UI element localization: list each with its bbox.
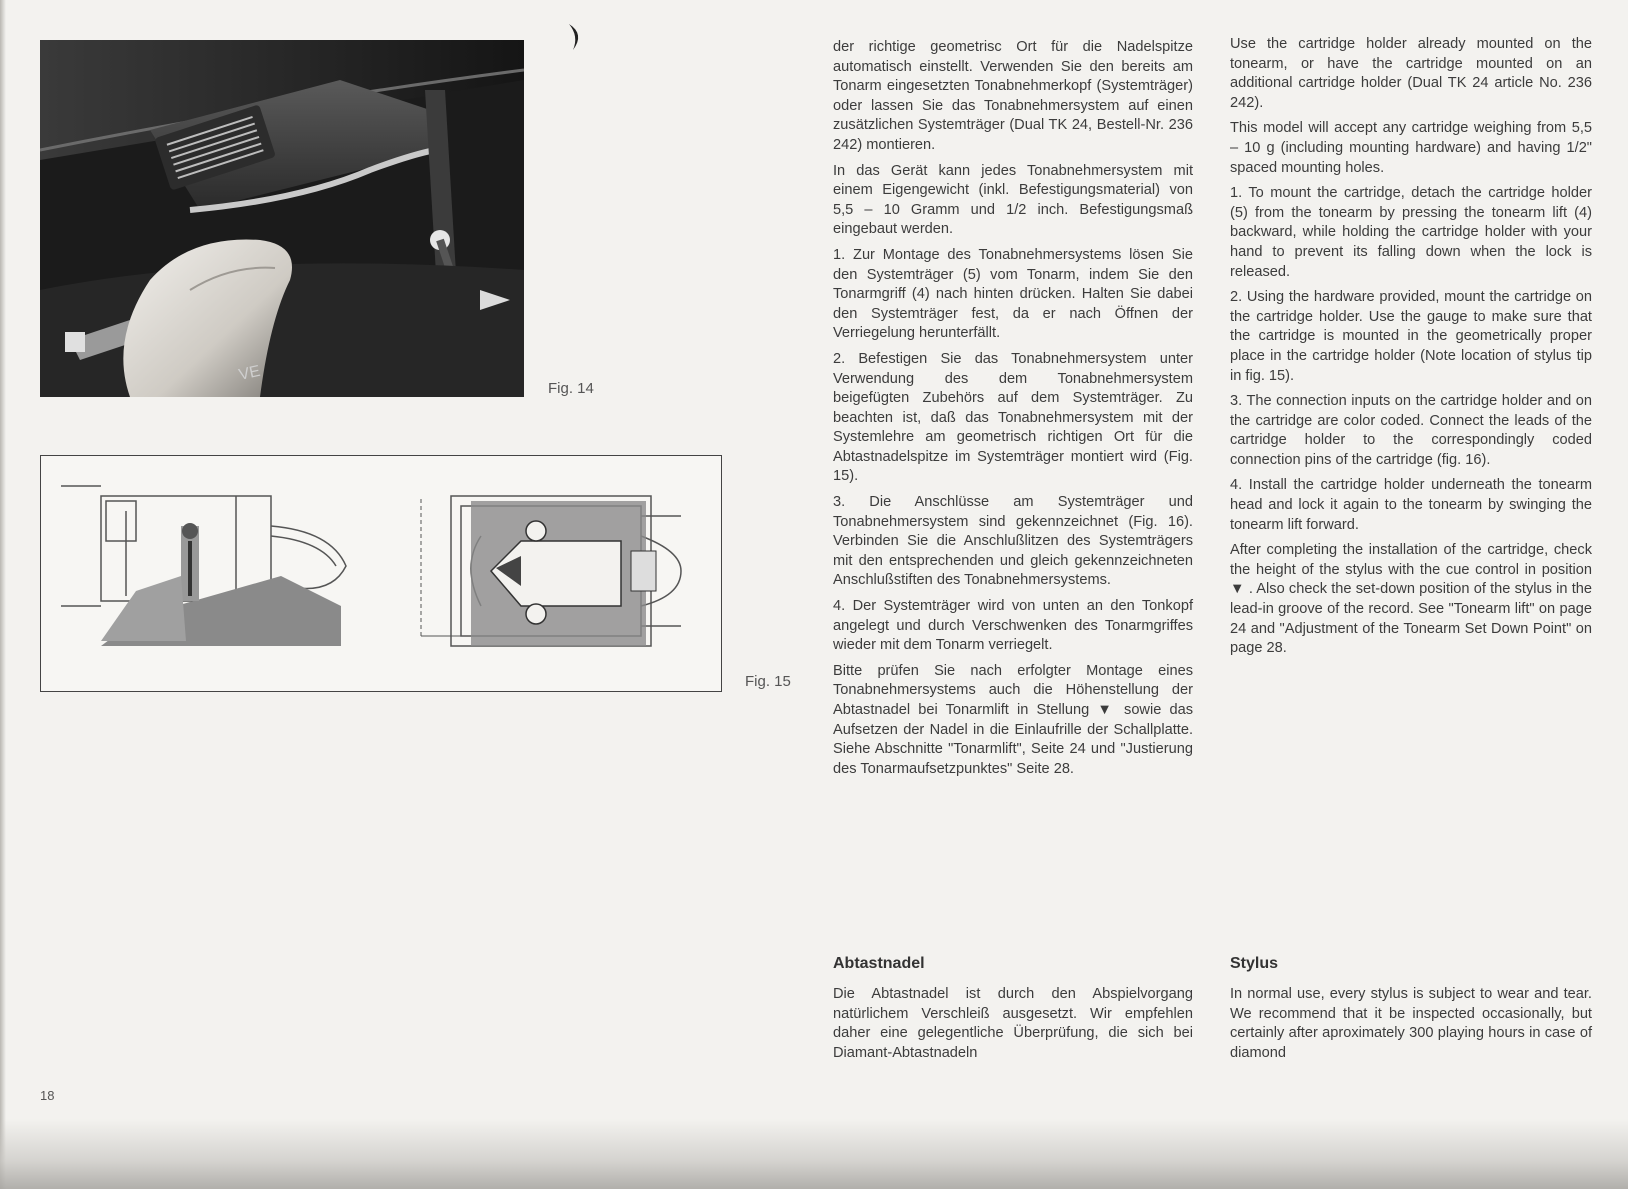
crescent-mark	[565, 22, 585, 52]
english-paragraph: This model will accept any cartridge weighing from 5,5 – 10 g (including mounting hardware) and having 1/2" spaced mounting holes.	[1230, 120, 1592, 176]
page-binding-edge	[0, 0, 6, 1189]
fig14-label: Fig. 14	[548, 380, 594, 397]
english-section-text: In normal use, every stylus is subject to wear and tear. We recommend that it be inspected occasionally, but certainly after aproximately 300 playing hours in case of diamond	[1230, 986, 1592, 1061]
english-paragraph: 1. To mount the cartridge, detach the cartridge holder (5) from the tonearm by pressing the tonearm lift (4) backward, while holding the cartridge holder with your hand to prevent its falling down when the lock is released.	[1230, 185, 1592, 280]
photo-panel-text: VE	[237, 362, 262, 384]
fig15-label: Fig. 15	[745, 673, 791, 690]
english-column	[1230, 35, 1592, 665]
german-paragraph: 4. Der Systemträger wird von unten an den Tonkopf angelegt und durch Verschwenken des Tonarmgriffes wieder mit dem Tonarm verriegelt.	[833, 598, 1193, 654]
english-paragraph: After completing the installation of the cartridge, check the height of the stylus with the cue control in position ▼ . Also check the set-down position of the stylus in the lead-in groove of the record. See "Tonearm lift" on page 24 and "Adjustment of the Tonearm Set Down Point" on page 28.	[1230, 542, 1592, 657]
page-bottom-shadow	[0, 1119, 1628, 1189]
german-paragraph: der richtige geometrisc Ort für die Nadelspitze automatisch einstellt. Verwenden Sie den bereits am Tonarm eingesetzten Tonabnehmerkopf (Systemträger) oder lassen Sie das Tonabnehmersystem auf einen zusätzlichen Systemträger (Dual TK 24, Bestell-Nr. 236 242) montieren.	[833, 39, 1193, 153]
english-paragraph: 2. Using the hardware provided, mount the cartridge on the cartridge holder. Use the gauge to make sure that the cartridge is mounted in the geometrically proper place in the cartridge holder (Note location of stylus tip in fig. 15).	[1230, 289, 1592, 384]
fig14-photo	[40, 40, 524, 397]
german-section-heading: Abtastnadel	[833, 955, 925, 972]
german-paragraph: 2. Befestigen Sie das Tonabnehmersystem unter Verwendung des dem Tonabnehmersystem beigefügten Zubehörs auf dem Systemträger. Zu beachten ist, daß das Tonabnehmersystem mit der Systemlehre am geometrisch richtigen Ort für die Abtastnadelspitze im Systemträger montiert wird (Fig. 15).	[833, 350, 1193, 485]
german-paragraph: 1. Zur Montage des Tonabnehmersystems lösen Sie den Systemträger (5) vom Tonarm, indem Sie den Tonarmgriff (4) nach hinten drücken. Halten Sie dabei den Systemträger fest, da er nach Öffnen der Verriegelung herunterfällt.	[833, 246, 1193, 342]
fig14-photo-graphic	[40, 40, 524, 397]
fig15-diagram-graphic	[41, 456, 721, 691]
german-paragraph: Bitte prüfen Sie nach erfolgter Montage eines Tonabnehmersystems auch die Höhenstellung der Abtastnadel bei Tonarmlift in Stellung ▼ sowie das Aufsetzen der Nadel in die Einlaufrille der Schallplatte. Siehe Abschnitte "Tonarmlift", Seite 24 und "Justierung des Tonarmaufsetzpunktes" Seite 28.	[833, 662, 1193, 777]
english-paragraph: 3. The connection inputs on the cartridge holder and on the cartridge are color coded. Connect the leads of the cartridge holder to the correspondingly coded connection pins of the cartridge (fig. 16).	[1230, 393, 1592, 468]
german-section-text: Die Abtastnadel ist durch den Abspielvorgang natürlichem Verschleiß ausgesetzt. Wir empfehlen daher eine gelegentliche Überprüfung, die sich bei Diamant-Abtastnadeln	[833, 986, 1193, 1061]
fig15-diagram	[40, 455, 722, 692]
english-paragraph: Use the cartridge holder already mounted on the tonearm, or have the cartridge mounted on an additional cartridge holder (Dual TK 24 article No. 236 242).	[1230, 36, 1592, 111]
german-paragraph: In das Gerät kann jedes Tonabnehmersystem mit einem Eigengewicht (inkl. Befestigungsmaterial) von 5,5 – 10 Gramm und 1/2 inch. Befestigungsmaß eingebaut werden.	[833, 162, 1193, 238]
german-paragraph: 3. Die Anschlüsse am Systemträger und Tonabnehmersystem sind gekennzeichnet (Fig. 16). Verbinden Sie die Anschlußlitzen des Systemträgers mit den entsprechenden und gleich gekennzeichneten Anschlußstiften des Tonabnehmersystems.	[833, 494, 1193, 589]
english-paragraph: 4. Install the cartridge holder underneath the tonearm head and lock it again to the tonearm by swinging the tonearm lift forward.	[1230, 477, 1592, 533]
german-column	[833, 38, 1193, 785]
english-section-heading: Stylus	[1230, 955, 1279, 972]
page-number: 18	[40, 1088, 55, 1103]
